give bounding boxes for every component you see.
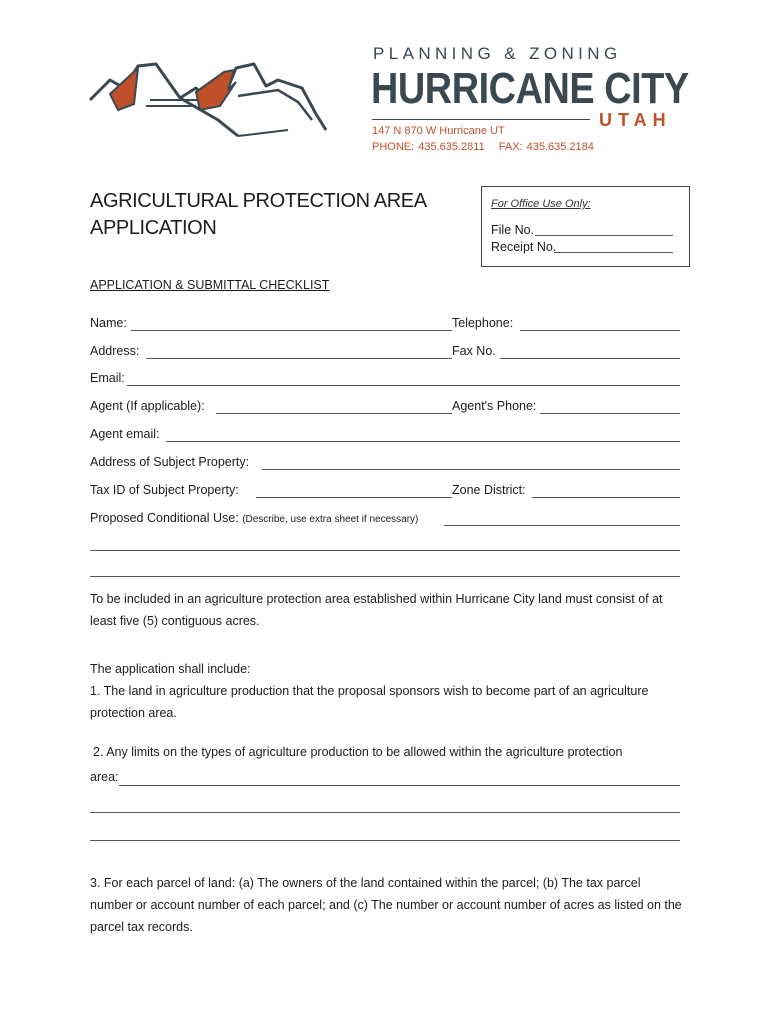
name-label: Name: (90, 316, 127, 330)
application-include-text: The application shall include: (90, 662, 251, 676)
agent-label: Agent (If applicable): (90, 399, 205, 413)
subject-address-field[interactable] (262, 469, 680, 470)
tax-id-label: Tax ID of Subject Property: (90, 483, 239, 497)
page-title (90, 188, 427, 242)
subject-address-label: Address of Subject Property: (90, 455, 250, 469)
zone-field[interactable] (532, 497, 680, 498)
address-label: Address: (90, 344, 140, 358)
item-1-text: 1. The land in agriculture production that the proposal sponsors wish to become part of an agriculture protection area. (90, 684, 649, 720)
item-3-text: 3. For each parcel of land: (a) The owners of the land contained within the parcel; (b) The tax parcel number or account number of each parcel; and (c) The number or account number of acres as listed on the parcel tax records. (90, 876, 682, 934)
acreage-requirement-text: To be included in an agriculture protection area established within Hurricane City land must consist of at least five (5) contiguous acres. (90, 592, 663, 628)
agent-field[interactable] (216, 413, 452, 414)
item-2-text: 2. Any limits on the types of agriculture production to be allowed within the agriculture protection (93, 745, 623, 759)
proposed-use-note: (Describe, use extra sheet if necessary) (242, 514, 419, 525)
title-line-2: APPLICATION (90, 217, 217, 239)
limits-field-line-2[interactable] (90, 812, 680, 813)
file-no-label: File No. (491, 223, 535, 237)
telephone-label: Telephone: (452, 316, 514, 330)
address-field[interactable] (146, 358, 452, 359)
limits-field-line-3[interactable] (90, 840, 680, 841)
agent-email-label: Agent email: (90, 427, 160, 441)
agent-phone-label: Agent's Phone: (452, 399, 537, 413)
phone-number: PHONE: 435.635.2811 (372, 141, 485, 153)
fax-number: FAX: 435.635.2184 (498, 141, 594, 153)
agent-phone-field[interactable] (540, 413, 680, 414)
tax-id-field[interactable] (256, 497, 452, 498)
contact-numbers (372, 141, 594, 153)
city-name: HURRICANE CITY (371, 64, 689, 113)
proposed-use-field-line-3[interactable] (90, 576, 680, 577)
proposed-use-field-line-2[interactable] (90, 550, 680, 551)
fax-label: Fax No. (452, 344, 496, 358)
title-line-1: AGRICULTURAL PROTECTION AREA (90, 190, 427, 212)
telephone-field[interactable] (520, 330, 680, 331)
state-name: UTAH (599, 110, 672, 130)
item-2-area-label: area: (90, 770, 119, 784)
fax-field[interactable] (500, 358, 680, 359)
checklist-heading: APPLICATION & SUBMITTAL CHECKLIST (90, 278, 330, 292)
receipt-no-field[interactable] (554, 252, 673, 253)
office-use-heading: For Office Use Only: (491, 198, 591, 210)
city-address: 147 N 870 W Hurricane UT (372, 125, 505, 137)
limits-field[interactable] (119, 785, 680, 786)
file-no-field[interactable] (535, 235, 673, 236)
name-field[interactable] (131, 330, 452, 331)
department-name: PLANNING & ZONING (373, 44, 622, 63)
city-logo-icon (88, 58, 338, 140)
proposed-use-text: Proposed Conditional Use: (90, 511, 239, 525)
agent-email-field[interactable] (166, 441, 680, 442)
zone-label: Zone District: (452, 483, 526, 497)
email-label: Email: (90, 371, 125, 385)
receipt-no-label: Receipt No. (491, 240, 557, 254)
header-divider (372, 119, 590, 120)
proposed-use-field[interactable] (444, 525, 680, 526)
email-field[interactable] (127, 385, 680, 386)
proposed-use-label (90, 511, 418, 525)
